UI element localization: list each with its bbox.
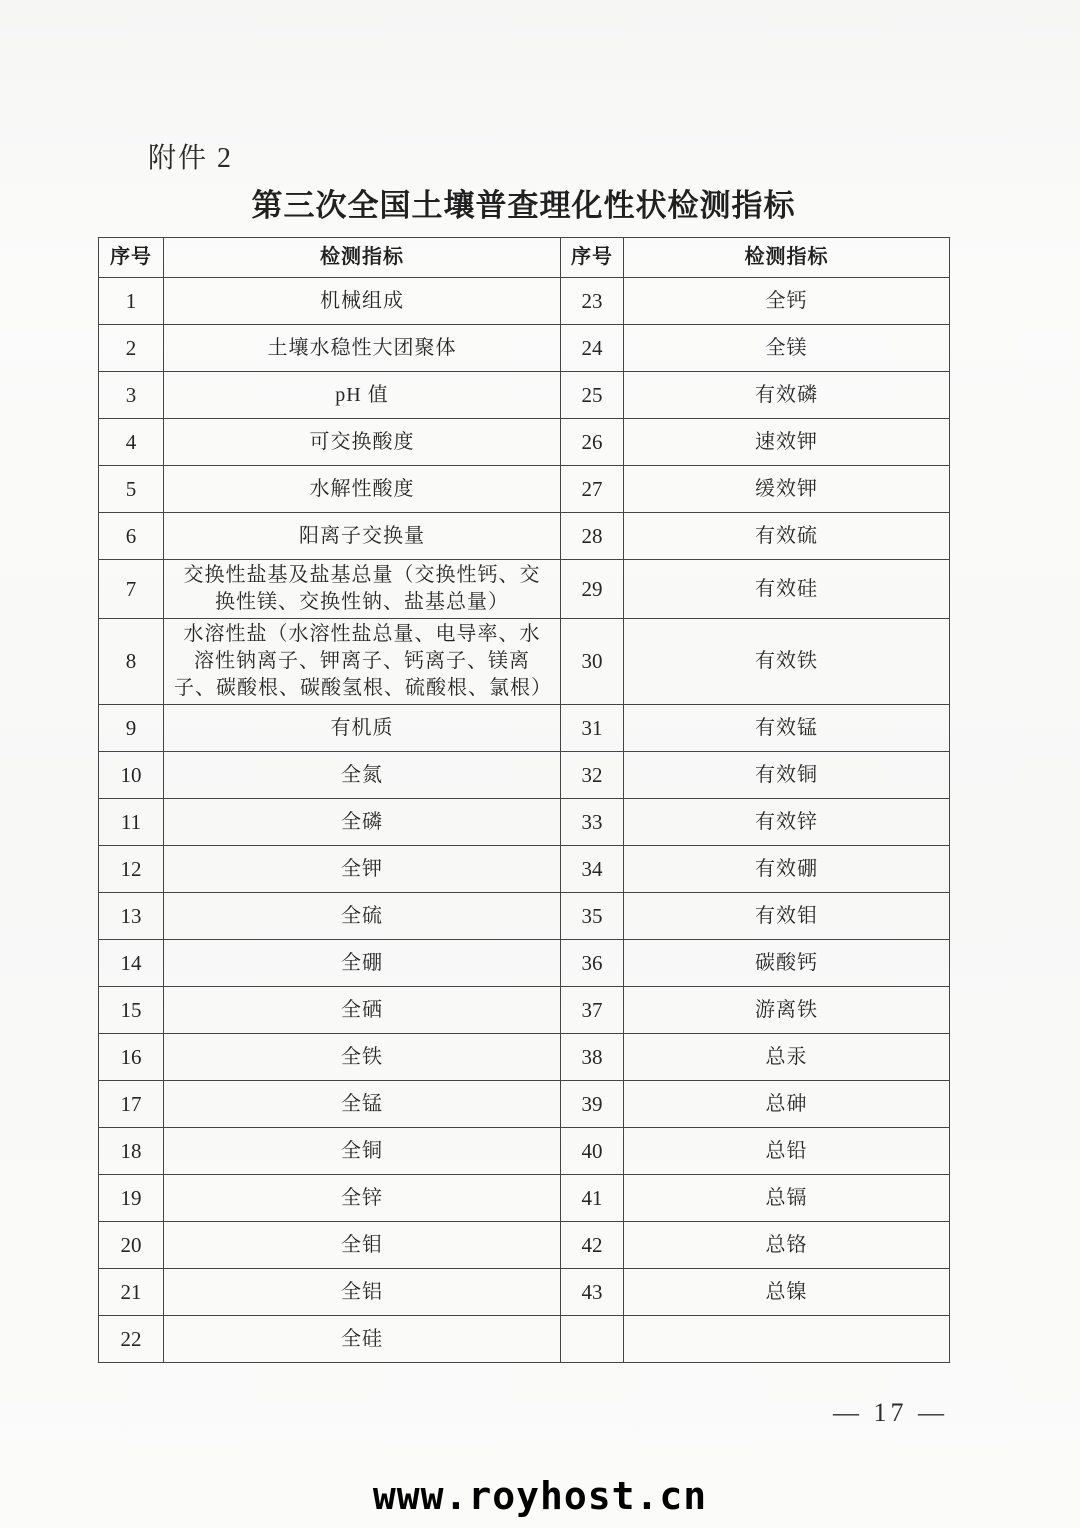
- indicator-cell-left: pH 值: [164, 372, 561, 419]
- serial-cell-left: 20: [99, 1222, 164, 1269]
- header-indicator-left: 检测指标: [164, 238, 561, 278]
- indicator-cell-right: 有效铜: [624, 752, 950, 799]
- serial-cell-left: 19: [99, 1175, 164, 1222]
- indicator-cell-left: 全氮: [164, 752, 561, 799]
- serial-cell-right: 35: [561, 893, 624, 940]
- attachment-label: 附件 2: [148, 143, 234, 174]
- header-serial-left: 序号: [99, 238, 164, 278]
- table-header-row: [99, 238, 950, 278]
- indicator-cell-left: 全铁: [164, 1034, 561, 1081]
- serial-cell-right: 41: [561, 1175, 624, 1222]
- indicator-cell-left: 全硫: [164, 893, 561, 940]
- serial-cell-right: 43: [561, 1269, 624, 1316]
- table-row: [99, 325, 950, 372]
- table-row: [99, 705, 950, 752]
- indicator-cell-right: 有效钼: [624, 893, 950, 940]
- serial-cell-left: 2: [99, 325, 164, 372]
- table-body: [99, 278, 950, 1363]
- indicator-cell-right: 速效钾: [624, 419, 950, 466]
- indicator-cell-right: 有效锰: [624, 705, 950, 752]
- table-row: [99, 560, 950, 619]
- serial-cell-right: 34: [561, 846, 624, 893]
- table-row: [99, 1081, 950, 1128]
- indicator-cell-right: 总铬: [624, 1222, 950, 1269]
- serial-cell-left: 12: [99, 846, 164, 893]
- indicator-cell-left: 全硒: [164, 987, 561, 1034]
- serial-cell-left: 22: [99, 1316, 164, 1363]
- indicator-cell-left: 全锌: [164, 1175, 561, 1222]
- indicator-cell-right: 有效硫: [624, 513, 950, 560]
- table-row: [99, 619, 950, 705]
- table-row: [99, 1269, 950, 1316]
- indicator-cell-left: 交换性盐基及盐基总量（交换性钙、交换性镁、交换性钠、盐基总量）: [164, 560, 561, 619]
- serial-cell-left: 17: [99, 1081, 164, 1128]
- serial-cell-left: 15: [99, 987, 164, 1034]
- serial-cell-right: 28: [561, 513, 624, 560]
- table-row: [99, 278, 950, 325]
- serial-cell-right: 36: [561, 940, 624, 987]
- serial-cell-right: 27: [561, 466, 624, 513]
- indicator-cell-left: 全磷: [164, 799, 561, 846]
- serial-cell-right: 29: [561, 560, 624, 619]
- serial-cell-left: 16: [99, 1034, 164, 1081]
- serial-cell-right: 37: [561, 987, 624, 1034]
- table-row: [99, 846, 950, 893]
- table-row: [99, 1316, 950, 1363]
- serial-cell-left: 13: [99, 893, 164, 940]
- indicator-cell-left: 全钼: [164, 1222, 561, 1269]
- indicator-cell-left: 阳离子交换量: [164, 513, 561, 560]
- indicator-cell-right: 总砷: [624, 1081, 950, 1128]
- serial-cell-right: 31: [561, 705, 624, 752]
- indicator-cell-right: 有效硼: [624, 846, 950, 893]
- indicator-cell-right: 有效磷: [624, 372, 950, 419]
- serial-cell-left: 6: [99, 513, 164, 560]
- serial-cell-left: 3: [99, 372, 164, 419]
- serial-cell-left: 11: [99, 799, 164, 846]
- table-row: [99, 1128, 950, 1175]
- page-title: 第三次全国土壤普查理化性状检测指标: [251, 188, 796, 223]
- serial-cell-right: 38: [561, 1034, 624, 1081]
- header-indicator-right: 检测指标: [624, 238, 950, 278]
- table-row: [99, 987, 950, 1034]
- header-serial-right: 序号: [561, 238, 624, 278]
- indicator-cell-right: [624, 1316, 950, 1363]
- serial-cell-left: 9: [99, 705, 164, 752]
- serial-cell-right: 24: [561, 325, 624, 372]
- table-row: [99, 466, 950, 513]
- serial-cell-right: 40: [561, 1128, 624, 1175]
- table-row: [99, 1222, 950, 1269]
- indicator-cell-left: 全钾: [164, 846, 561, 893]
- indicator-cell-right: 全镁: [624, 325, 950, 372]
- indicator-cell-left: 土壤水稳性大团聚体: [164, 325, 561, 372]
- indicator-cell-right: 全钙: [624, 278, 950, 325]
- serial-cell-left: 14: [99, 940, 164, 987]
- serial-cell-left: 4: [99, 419, 164, 466]
- indicator-cell-left: 水溶性盐（水溶性盐总量、电导率、水溶性钠离子、钾离子、钙离子、镁离子、碳酸根、碳酸氢根、硫酸根、氯根）: [164, 619, 561, 705]
- indicator-cell-left: 机械组成: [164, 278, 561, 325]
- table-row: [99, 513, 950, 560]
- table-row: [99, 940, 950, 987]
- table-row: [99, 1175, 950, 1222]
- serial-cell-right: 33: [561, 799, 624, 846]
- indicator-cell-left: 全铜: [164, 1128, 561, 1175]
- table-row: [99, 372, 950, 419]
- table-row: [99, 893, 950, 940]
- serial-cell-left: 8: [99, 619, 164, 705]
- watermark-text: www.royhost.cn: [372, 1474, 708, 1518]
- indicator-cell-left: 全锰: [164, 1081, 561, 1128]
- table-row: [99, 1034, 950, 1081]
- indicator-cell-right: 缓效钾: [624, 466, 950, 513]
- indicator-cell-right: 总镍: [624, 1269, 950, 1316]
- indicator-cell-right: 总镉: [624, 1175, 950, 1222]
- indicator-cell-left: 有机质: [164, 705, 561, 752]
- indicator-cell-left: 全硼: [164, 940, 561, 987]
- indicator-cell-right: 总汞: [624, 1034, 950, 1081]
- serial-cell-right: 39: [561, 1081, 624, 1128]
- serial-cell-right: [561, 1316, 624, 1363]
- serial-cell-right: 25: [561, 372, 624, 419]
- indicator-table: [98, 237, 950, 1363]
- table-row: [99, 799, 950, 846]
- indicator-cell-left: 全铝: [164, 1269, 561, 1316]
- serial-cell-left: 18: [99, 1128, 164, 1175]
- page-number: — 17 —: [833, 1398, 948, 1427]
- indicator-cell-right: 碳酸钙: [624, 940, 950, 987]
- serial-cell-left: 21: [99, 1269, 164, 1316]
- serial-cell-left: 10: [99, 752, 164, 799]
- serial-cell-right: 23: [561, 278, 624, 325]
- indicator-cell-right: 游离铁: [624, 987, 950, 1034]
- serial-cell-left: 5: [99, 466, 164, 513]
- serial-cell-right: 42: [561, 1222, 624, 1269]
- indicator-cell-left: 可交换酸度: [164, 419, 561, 466]
- serial-cell-right: 26: [561, 419, 624, 466]
- serial-cell-right: 30: [561, 619, 624, 705]
- serial-cell-left: 1: [99, 278, 164, 325]
- indicator-cell-right: 有效锌: [624, 799, 950, 846]
- indicator-cell-right: 有效铁: [624, 619, 950, 705]
- serial-cell-right: 32: [561, 752, 624, 799]
- table-row: [99, 752, 950, 799]
- indicator-cell-left: 水解性酸度: [164, 466, 561, 513]
- serial-cell-left: 7: [99, 560, 164, 619]
- table-row: [99, 419, 950, 466]
- indicator-cell-left: 全硅: [164, 1316, 561, 1363]
- indicator-cell-right: 有效硅: [624, 560, 950, 619]
- indicator-cell-right: 总铅: [624, 1128, 950, 1175]
